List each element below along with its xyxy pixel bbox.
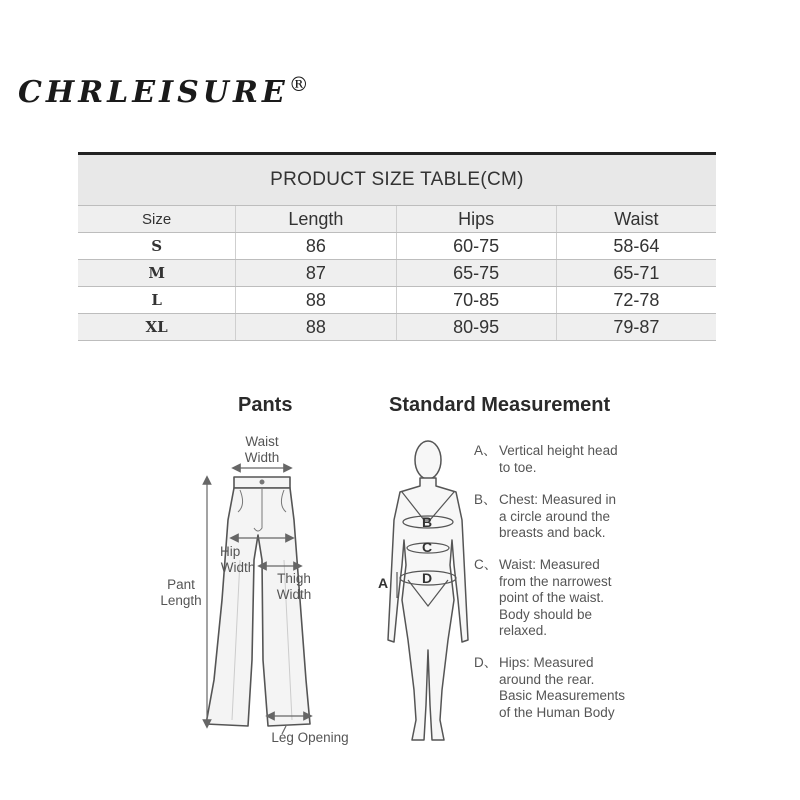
- standard-measurement-title: Standard Measurement: [389, 394, 611, 416]
- measurement-d-letter: D、: [474, 655, 498, 670]
- length-cell: 88: [235, 287, 395, 313]
- measurement-a-text: Vertical height head to toe.: [499, 443, 618, 475]
- waist-cell: 72-78: [556, 287, 716, 313]
- size-table-title: PRODUCT SIZE TABLE(CM): [78, 155, 716, 205]
- header-size: Size: [142, 210, 172, 228]
- hips-cell: 80-95: [396, 314, 556, 340]
- header-length: Length: [235, 206, 395, 232]
- size-cell: L: [151, 291, 162, 309]
- hip-width-label: Hip Width: [220, 544, 256, 575]
- measurement-b-text: Chest: Measured in a circle around the breasts and back.: [499, 492, 617, 540]
- pants-diagram-title: Pants: [238, 394, 293, 416]
- length-cell: 88: [235, 314, 395, 340]
- waist-cell: 58-64: [556, 233, 716, 259]
- pant-length-label: Pant Length: [160, 577, 202, 608]
- measurement-a-letter: A、: [474, 443, 497, 458]
- trademark-symbol: ®: [288, 72, 309, 96]
- header-waist: Waist: [556, 206, 716, 232]
- waist-cell: 65-71: [556, 260, 716, 286]
- hips-cell: 70-85: [396, 287, 556, 313]
- length-cell: 87: [235, 260, 395, 286]
- figure-label-b: B: [422, 514, 433, 530]
- body-figure: [388, 441, 468, 740]
- brand-name: CHRLEISURE: [18, 75, 289, 110]
- pants-body: [206, 488, 310, 726]
- size-cell: S: [151, 237, 163, 255]
- figure-label-d: D: [422, 570, 433, 586]
- waist-cell: 79-87: [556, 314, 716, 340]
- figure-label-a: A: [378, 575, 389, 591]
- measurement-c-letter: C、: [474, 557, 498, 572]
- thigh-width-label: Thigh Width: [276, 571, 312, 602]
- hips-cell: 65-75: [396, 260, 556, 286]
- waist-width-label: Waist Width: [244, 434, 280, 465]
- figure-label-c: C: [422, 539, 433, 555]
- hips-cell: 60-75: [396, 233, 556, 259]
- length-cell: 86: [235, 233, 395, 259]
- size-cell: M: [148, 264, 165, 282]
- measurement-b-letter: B、: [474, 492, 497, 507]
- leg-opening-label: Leg Opening: [271, 730, 349, 745]
- size-cell: XL: [145, 318, 168, 336]
- measurement-d-text: Hips: Measured around the rear. Basic Measurements of the Human Body: [499, 655, 626, 720]
- figure-head: [415, 441, 441, 479]
- header-hips: Hips: [396, 206, 556, 232]
- measurement-c-text: Waist: Measured from the narrowest point of the waist. Body should be relaxed.: [499, 557, 612, 638]
